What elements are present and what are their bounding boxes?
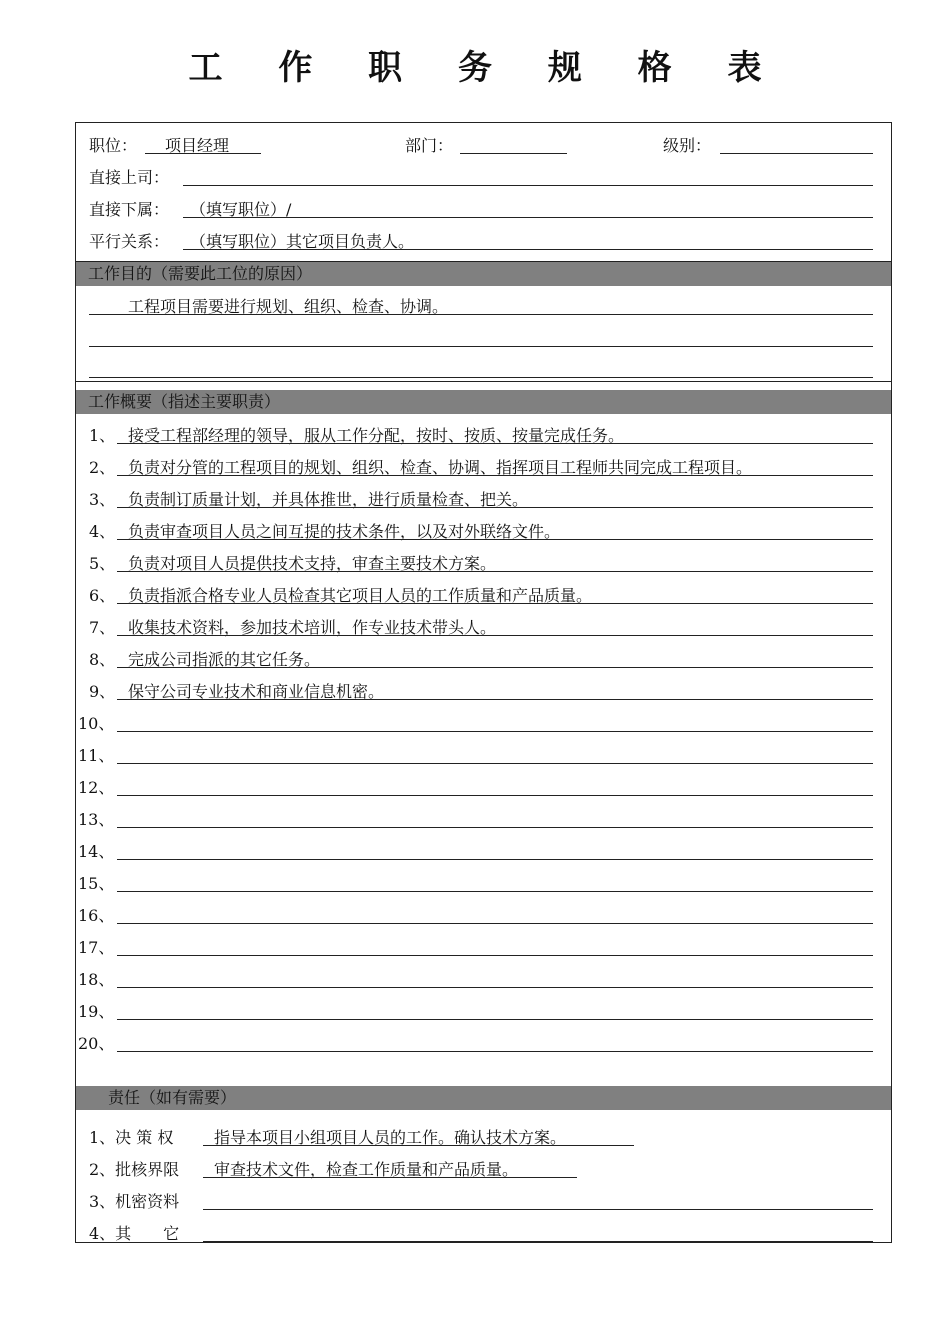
summary-item-underline <box>117 603 873 604</box>
purpose-underline-2 <box>89 346 873 347</box>
position-label: 职位： <box>89 136 138 155</box>
summary-item-number: 18、 <box>78 970 115 989</box>
summary-item-underline <box>117 795 873 796</box>
summary-item-number: 6、 <box>89 586 116 605</box>
summary-item-underline <box>117 923 873 924</box>
summary-item-underline <box>117 635 873 636</box>
summary-item-underline <box>117 539 873 540</box>
parallel-underline <box>183 249 873 250</box>
responsibility-item-underline <box>203 1177 577 1178</box>
summary-item-number: 20、 <box>78 1034 115 1053</box>
summary-item-underline <box>117 667 873 668</box>
purpose-heading: 工作目的（需要此工位的原因） <box>76 262 891 286</box>
summary-item-underline <box>117 699 873 700</box>
summary-item-text[interactable]: 负责对项目人员提供技术支持，审查主要技术方案。 <box>128 554 497 573</box>
section-divider <box>76 381 891 382</box>
summary-item-number: 17、 <box>78 938 115 957</box>
responsibility-item-underline <box>203 1241 873 1242</box>
summary-item-underline <box>117 987 873 988</box>
summary-item-number: 5、 <box>89 554 116 573</box>
summary-item-number: 11、 <box>78 746 115 765</box>
supervisor-underline <box>183 185 873 186</box>
summary-item-text[interactable]: 接受工程部经理的领导，服从工作分配，按时、按质、按量完成任务。 <box>128 426 625 445</box>
summary-item-number: 4、 <box>89 522 116 541</box>
summary-item-underline <box>117 1051 873 1052</box>
summary-item-number: 3、 <box>89 490 116 509</box>
summary-item-text[interactable]: 负责审查项目人员之间互提的技术条件，以及对外联络文件。 <box>128 522 561 541</box>
summary-item-number: 14、 <box>78 842 115 861</box>
supervisor-label: 直接上司： <box>89 168 170 187</box>
purpose-underline-3 <box>89 377 873 378</box>
summary-item-number: 12、 <box>78 778 115 797</box>
position-underline <box>145 153 261 154</box>
summary-item-number: 13、 <box>78 810 115 829</box>
responsibility-item-underline <box>203 1145 634 1146</box>
position-value[interactable]: 项目经理 <box>165 136 230 155</box>
summary-item-underline <box>117 507 873 508</box>
summary-item-text[interactable]: 保守公司专业技术和商业信息机密。 <box>128 682 385 701</box>
summary-item-underline <box>117 763 873 764</box>
subordinate-label: 直接下属： <box>89 200 170 219</box>
summary-item-number: 10、 <box>78 714 115 733</box>
summary-item-text[interactable]: 负责制订质量计划，并具体推世，进行质量检查、把关。 <box>128 490 529 509</box>
page-title: 工 作 职 务 规 格 表 <box>188 48 784 88</box>
summary-item-underline <box>117 859 873 860</box>
summary-item-number: 9、 <box>89 682 116 701</box>
subordinate-underline <box>183 217 873 218</box>
department-label: 部门： <box>405 136 454 155</box>
purpose-line-1[interactable]: 工程项目需要进行规划、组织、检查、协调。 <box>128 297 449 316</box>
summary-item-number: 7、 <box>89 618 116 637</box>
responsibility-heading: 责任（如有需要） <box>76 1086 891 1110</box>
summary-item-underline <box>117 955 873 956</box>
summary-item-number: 16、 <box>78 906 115 925</box>
summary-item-text[interactable]: 负责对分管的工程项目的规划、组织、检查、协调、指挥项目工程师共同完成工程项目。 <box>128 458 753 477</box>
responsibility-item-underline <box>203 1209 873 1210</box>
summary-item-number: 8、 <box>89 650 116 669</box>
responsibility-item-label: 3、机密资料 <box>89 1192 180 1211</box>
summary-item-underline <box>117 891 873 892</box>
responsibility-item-label: 4、其 它 <box>89 1224 180 1243</box>
responsibility-item-text[interactable]: 审查技术文件，检查工作质量和产品质量。 <box>214 1160 519 1179</box>
summary-item-number: 15、 <box>78 874 115 893</box>
purpose-underline-1 <box>89 314 873 315</box>
level-label: 级别： <box>663 136 712 155</box>
summary-item-underline <box>117 731 873 732</box>
summary-item-underline <box>117 827 873 828</box>
summary-item-underline <box>117 1019 873 1020</box>
summary-item-number: 19、 <box>78 1002 115 1021</box>
parallel-value[interactable]: （填写职位）其它项目负责人。 <box>190 232 415 251</box>
summary-item-underline <box>117 571 873 572</box>
summary-item-underline <box>117 443 873 444</box>
summary-heading: 工作概要（指述主要职责） <box>76 390 891 414</box>
summary-item-number: 1、 <box>89 426 116 445</box>
subordinate-value[interactable]: （填写职位）/ <box>190 200 292 219</box>
responsibility-item-label: 1、决 策 权 <box>89 1128 174 1147</box>
responsibility-item-label: 2、批核界限 <box>89 1160 180 1179</box>
parallel-label: 平行关系： <box>89 232 170 251</box>
summary-item-underline <box>117 475 873 476</box>
responsibility-item-text[interactable]: 指导本项目小组项目人员的工作。确认技术方案。 <box>214 1128 567 1147</box>
summary-item-number: 2、 <box>89 458 116 477</box>
summary-item-text[interactable]: 负责指派合格专业人员检查其它项目人员的工作质量和产品质量。 <box>128 586 593 605</box>
department-underline <box>460 153 567 154</box>
summary-item-text[interactable]: 收集技术资料，参加技术培训，作专业技术带头人。 <box>128 618 497 637</box>
summary-item-text[interactable]: 完成公司指派的其它任务。 <box>128 650 321 669</box>
level-underline <box>720 153 873 154</box>
